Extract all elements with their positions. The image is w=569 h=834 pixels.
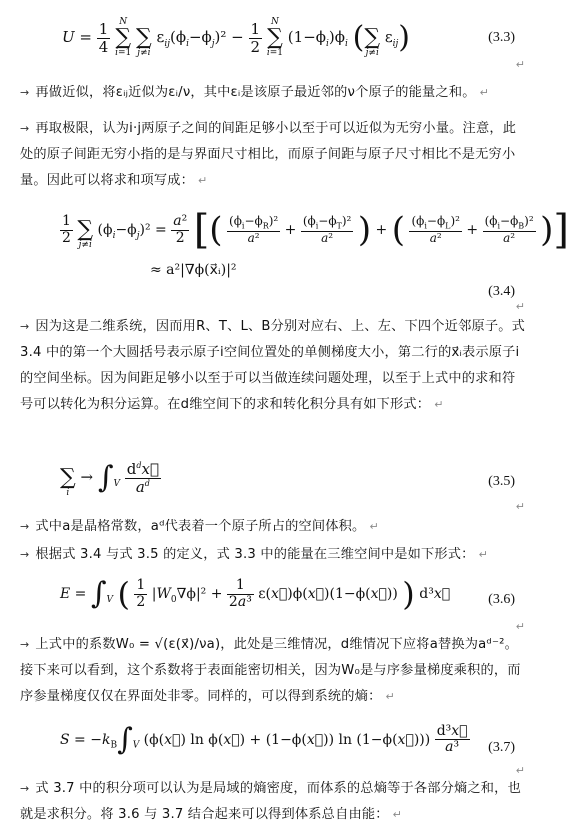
- return-mark: ↵: [478, 548, 488, 561]
- arrow-icon: →: [20, 782, 30, 795]
- return-mark: ↵: [392, 808, 403, 821]
- arrow-icon: →: [20, 520, 30, 533]
- paragraph-text: 再取极限，认为i·j两原子之间的间距足够小以至于可以近似为无穷小量。注意，此处的原子间距无穷小指的是与界面尺寸相比，而原子间距与原子尺寸相比不是无穷小量。因此可以将求和项写成：: [20, 121, 517, 188]
- equation-3-4: $\frac{1}{2}$ ∑ j≠i $(\phi_i-\phi_j)^2$ = $\frac{\text{a²}}{2}$ [( $\frac{(\phi_i-\phi_R)^2}{\text{a²}}$ + $\frac{(\phi_i-\phi_T)^2}{\text{a²}}$ ) + ( $\frac{(\phi_i-\phi_L)^2}{\text{a²}}$ + $\frac{(\phi_i-\phi_B)^2}{\text{a²}}$ )] ≈ a²|∇ϕ(x⃗ᵢ)|² (3.4): [62, 207, 569, 299]
- equation-number: (3.6): [488, 592, 515, 607]
- arrow-icon: →: [20, 548, 30, 561]
- equation-3-5: ∑ i → $\int_V$ $\frac{d^dx⃗}{a^d}$ (3.5): [60, 460, 515, 498]
- return-mark: ↵: [515, 300, 525, 313]
- paragraph-2: [20, 116, 525, 194]
- equation-3-3: U = $\frac{1}{4}$ N ∑ i=1 ∑ j≠i $\varepsilon_{ij}(\phi_i-\phi_j)^2$ − $\frac{1}{2}$ N ∑ i=1 $(1-\phi_i)\phi_i$ ( ∑ j≠i $\varepsilon_{ij}$) (3.3): [62, 17, 515, 58]
- paragraph-6: [20, 632, 525, 710]
- arrow-icon: →: [20, 320, 30, 333]
- equation-number: (3.3): [488, 30, 515, 45]
- paragraph-4: [20, 514, 525, 540]
- arrow-icon: →: [20, 638, 30, 651]
- paragraph-1: [20, 80, 525, 106]
- return-mark: ↵: [515, 764, 525, 777]
- equation-number: (3.7): [488, 740, 515, 755]
- paragraph-text: 式中a是晶格常数，aᵈ代表着一个原子所占的空间体积。: [35, 519, 366, 534]
- paragraph-3: [20, 314, 525, 418]
- return-mark: ↵: [385, 690, 395, 703]
- return-mark: ↵: [515, 620, 525, 633]
- equation-3-6: $E = \int_V$ ( $\frac{1}{2}$ $|W_0\nabla\phi|^2$ + $\frac{1}{\text{2a³}}$ ε(x⃗)ϕ(x⃗)(1−ϕ(x⃗)) ) d³x⃗ (3.6): [60, 575, 515, 613]
- paragraph-text: 式 3.7 中的积分项可以认为是局域的熵密度，而体系的总熵等于各部分熵之和，也就是求积分。将 3.6 与 3.7 结合起来可以得到体系总自由能：: [20, 781, 521, 822]
- return-mark: ↵: [515, 500, 525, 513]
- equation-number: (3.4): [488, 284, 515, 299]
- paragraph-5: [20, 542, 525, 568]
- equation-line-2: ≈ a²|∇ϕ(x⃗ᵢ)|²: [150, 262, 237, 278]
- return-mark: ↵: [434, 398, 444, 411]
- paragraph-text: 因为这是二维系统，因而用R、T、L、B分别对应右、上、左、下四个近邻原子。式 3.4 中的第一个大圆括号表示原子i空间位置处的单侧梯度大小，第二行的x⃗ᵢ表示原子i的空间坐标。因为间距足够小以至于可以当做连续问题处理，以至于上式中的求和符号可以转化为积分运算。在d维空间下的求和转化积分具有如下形式：: [20, 319, 526, 412]
- return-mark: ↵: [515, 58, 525, 71]
- return-mark: ↵: [369, 520, 379, 533]
- equation-number: (3.5): [488, 474, 515, 489]
- paragraph-text: 上式中的系数W₀ = √(ε(x⃗)/νa)，此处是三维情况，d维情况下应将a替换为aᵈ⁻²。接下来可以看到，这个系数将于表面能密切相关，因为W₀是与序参量梯度乘积的，而序参量梯度仅仅在界面处非零。同样的，可以得到系统的熵：: [20, 637, 521, 704]
- paragraph-7: [20, 776, 525, 828]
- return-mark: ↵: [479, 86, 490, 99]
- return-mark: ↵: [198, 174, 208, 187]
- paragraph-text: 根据式 3.4 与式 3.5 的定义，式 3.3 中的能量在三维空间中是如下形式：: [35, 547, 475, 562]
- arrow-icon: →: [20, 122, 30, 135]
- equation-3-7: $S = -k_B\int_V$ (ϕ(x⃗) ln ϕ(x⃗) + (1−ϕ(x⃗)) ln (1−ϕ(x⃗))) $\frac{\text{d³x⃗}}{\text{a³}}$ (3.7): [60, 721, 515, 757]
- paragraph-text: 再做近似，将εᵢⱼ近似为εᵢ/ν，其中εᵢ是该原子最近邻的ν个原子的能量之和。: [35, 85, 476, 100]
- arrow-icon: →: [20, 86, 30, 99]
